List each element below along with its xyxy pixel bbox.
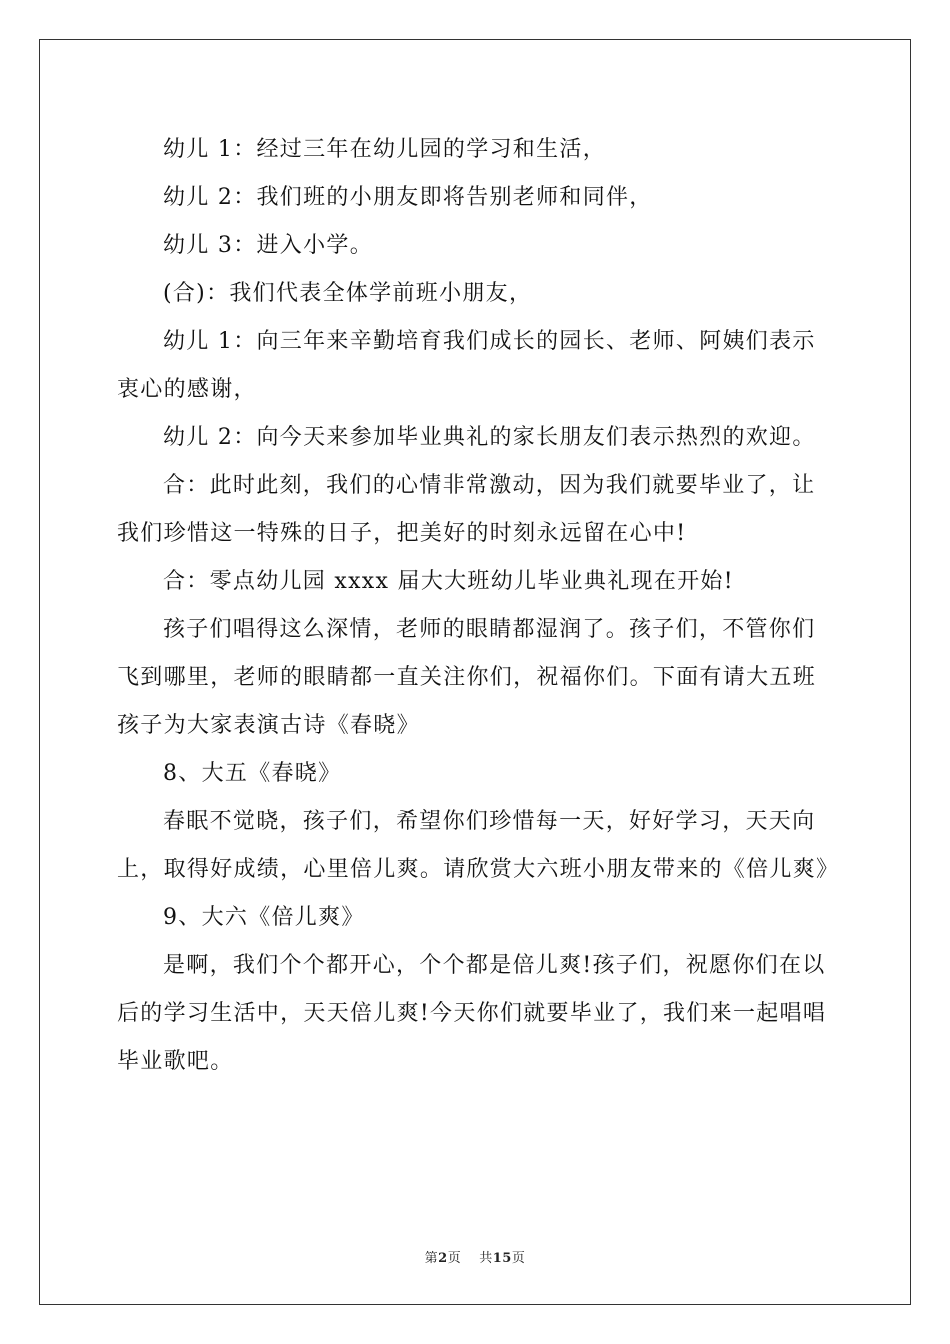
total-suffix: 页 bbox=[511, 1251, 526, 1266]
total-pages: 15 bbox=[492, 1251, 512, 1266]
total-label bbox=[479, 1251, 525, 1266]
paragraph-13: 是啊，我们个个都开心，个个都是倍儿爽!孩子们，祝愿你们在以后的学习生活中，天天倍儿爽!今天你们就要毕业了，我们来一起唱唱毕业歌吧。 bbox=[117, 953, 827, 1074]
paragraph-4: (合)：我们代表全体学前班小朋友， bbox=[163, 281, 533, 306]
document-body bbox=[117, 126, 840, 1086]
page-number: 2 bbox=[438, 1251, 448, 1266]
paragraph-9: 孩子们唱得这么深情，老师的眼睛都湿润了。孩子们，不管你们飞到哪里，老师的眼睛都一直关注你们，祝福你们。下面有请大五班孩子为大家表演古诗《春晓》 bbox=[117, 617, 817, 738]
page-label bbox=[425, 1251, 462, 1266]
paragraph-11: 春眠不觉晓，孩子们，希望你们珍惜每一天，好好学习，天天向上，取得好成绩，心里倍儿爽。请欣赏大六班小朋友带来的《倍儿爽》 bbox=[117, 809, 840, 882]
paragraph-5: 幼儿 1：向三年来辛勤培育我们成长的园长、老师、阿姨们表示衷心的感谢， bbox=[117, 329, 816, 402]
paragraph-2: 幼儿 2：我们班的小朋友即将告别老师和同伴， bbox=[163, 185, 653, 210]
page-footer bbox=[0, 1247, 950, 1266]
page-prefix: 第 bbox=[424, 1251, 439, 1266]
paragraph-12: 9、大六《倍儿爽》 bbox=[163, 905, 365, 930]
paragraph-6: 幼儿 2：向今天来参加毕业典礼的家长朋友们表示热烈的欢迎。 bbox=[163, 425, 816, 450]
paragraph-10: 8、大五《春晓》 bbox=[163, 761, 342, 786]
paragraph-8: 合：零点幼儿园 xxxx 届大大班幼儿毕业典礼现在开始! bbox=[163, 569, 734, 594]
total-prefix: 共 bbox=[479, 1251, 493, 1266]
paragraph-1: 幼儿 1：经过三年在幼儿园的学习和生活， bbox=[163, 137, 606, 162]
paragraph-3: 幼儿 3：进入小学。 bbox=[163, 233, 373, 258]
paragraph-7: 合：此时此刻，我们的心情非常激动，因为我们就要毕业了，让我们珍惜这一特殊的日子，把美好的时刻永远留在心中! bbox=[117, 473, 816, 546]
page-suffix: 页 bbox=[447, 1251, 462, 1266]
